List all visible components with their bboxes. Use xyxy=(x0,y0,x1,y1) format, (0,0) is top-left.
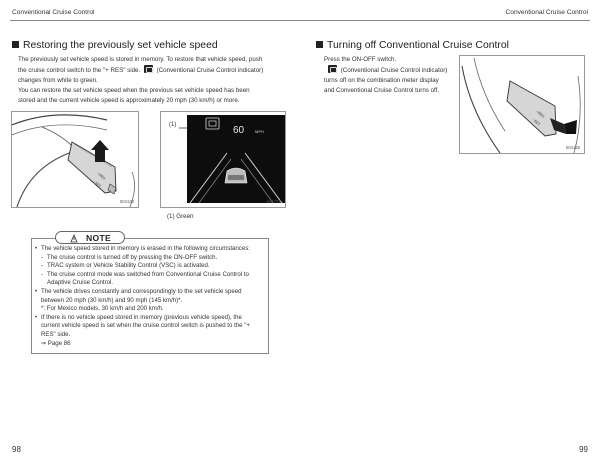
speed-value: 60 xyxy=(233,125,245,136)
note-item: Adaptive Cruise Control. xyxy=(47,279,114,287)
body-line: Press the ON-OFF switch. xyxy=(324,56,397,63)
note-item: ⇒ Page 86 xyxy=(41,339,71,347)
cruise-lever-illustration xyxy=(460,56,584,153)
note-item: between 20 mph (30 km/h) and 90 mph (145 km/h)*. xyxy=(41,296,183,304)
section-title xyxy=(12,40,218,51)
callout-label: (1) xyxy=(169,122,177,128)
cruise-indicator-icon xyxy=(328,65,337,73)
section-title-text: Restoring the previously set vehicle speed xyxy=(23,40,218,51)
section-square-icon xyxy=(12,41,19,48)
note-item: • The vehicle speed stored in memory is erased in the following circumstances: xyxy=(35,245,267,254)
svg-text:−SET: −SET xyxy=(531,117,541,127)
section-title-text: Turning off Conventional Cruise Control xyxy=(327,40,509,51)
svg-text:+RES: +RES xyxy=(535,109,546,119)
cruise-lever-illustration xyxy=(12,112,138,207)
right-page xyxy=(300,0,600,471)
lever-figure xyxy=(459,55,585,154)
note-pencil-icon xyxy=(69,234,79,243)
note-tag xyxy=(55,231,125,244)
lever-figure xyxy=(11,111,139,208)
svg-text:+RES: +RES xyxy=(96,171,107,181)
speed-unit: MPH xyxy=(255,129,264,134)
cruise-indicator-icon xyxy=(144,65,153,73)
body-line: changes from white to green. xyxy=(18,77,98,84)
page-number: 98 xyxy=(12,445,21,454)
body-line: turns off on the combination meter display xyxy=(324,77,439,84)
figure-code: S04128 xyxy=(565,145,580,150)
figure-code: H01774 xyxy=(266,199,281,204)
section-title xyxy=(316,40,509,51)
body-paragraph xyxy=(18,55,298,106)
body-line: The previously set vehicle speed is stored in memory. To restore that vehicle speed, push xyxy=(18,56,263,63)
section-square-icon xyxy=(316,41,323,48)
meter-display xyxy=(187,115,285,203)
body-line: (Conventional Cruise Control indicator) xyxy=(324,65,464,76)
note-item: • The vehicle drives constantly and correspondingly to the set vehicle speed xyxy=(35,288,267,297)
note-item: - TRAC system or Vehicle Stability Control (VSC) is activated. xyxy=(35,262,267,271)
page-number: 99 xyxy=(579,445,588,454)
body-line: and Conventional Cruise Control turns off. xyxy=(324,87,440,94)
note-label: NOTE xyxy=(86,233,112,243)
figure-code: S04130 xyxy=(119,199,134,204)
meter-figure xyxy=(160,111,286,208)
figure-caption: (1) Green xyxy=(167,213,194,220)
header-rule xyxy=(300,20,590,21)
note-list xyxy=(35,245,267,348)
body-paragraph xyxy=(324,55,464,96)
body-line: You can restore the set vehicle speed when the previous set vehicle speed has been xyxy=(18,87,250,94)
note-item: RES" side. xyxy=(41,330,71,338)
note-item: *: For Mexico models, 30 km/h and 200 km/h. xyxy=(41,305,164,313)
header-rule xyxy=(10,20,300,21)
note-item: • If there is no vehicle speed stored in memory (previous vehicle speed), the xyxy=(35,314,267,323)
running-head: Conventional Cruise Control xyxy=(12,9,95,16)
note-item: - The cruise control mode was switched from Conventional Cruise Control to xyxy=(35,271,267,280)
body-line: the cruise control switch to the "+ RES" side. (Conventional Cruise Control indicator) xyxy=(18,67,264,74)
note-item: current vehicle speed is set when the cruise control switch is pushed to the "+ xyxy=(41,322,250,330)
body-line: stored and the current vehicle speed is approximately 20 mph (30 km/h) or more. xyxy=(18,97,240,104)
note-item: - The cruise control is turned off by pressing the ON-OFF switch. xyxy=(35,254,267,263)
svg-text:−SET: −SET xyxy=(92,179,102,189)
running-head: Conventional Cruise Control xyxy=(505,9,588,16)
